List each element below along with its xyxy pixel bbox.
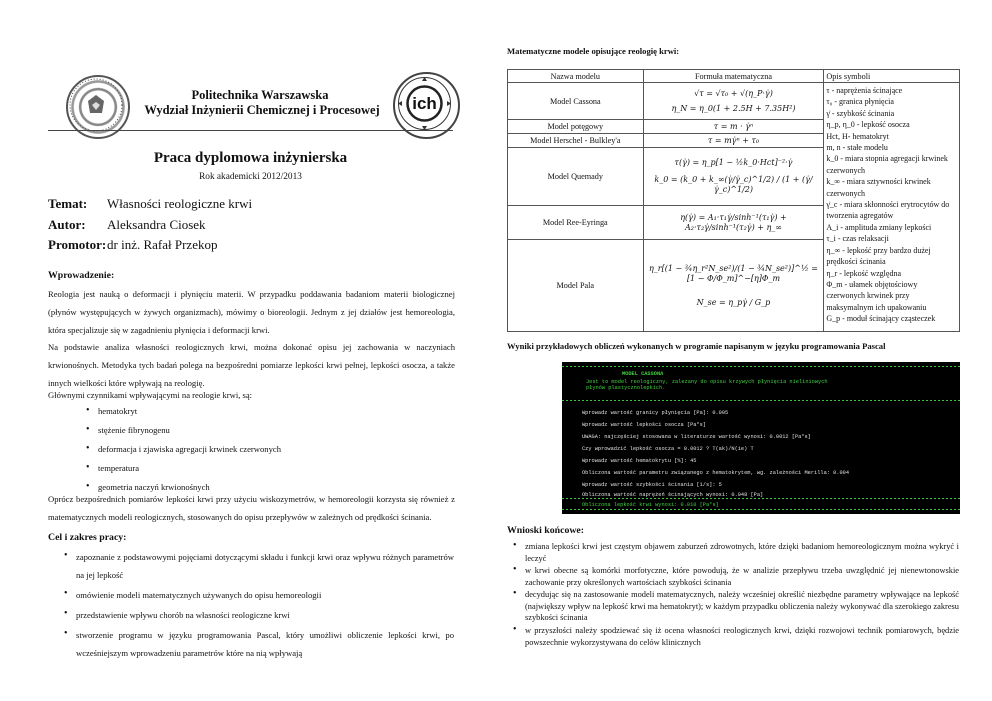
results-title: Wyniki przykładowych obliczeń wykonanych w programie napisanym w języku programowania Pascal — [507, 341, 886, 351]
col-header-formula: Formuła matematyczna — [643, 70, 824, 83]
terminal-divider — [562, 366, 960, 367]
symbol-desc: m, n - stałe modelu — [826, 143, 888, 153]
topic-value: Własności reologiczne krwi — [107, 196, 253, 211]
terminal-line: Wprowadz wartość lepkości osocza [Pa*s] — [582, 422, 706, 428]
terminal-divider — [562, 400, 960, 401]
symbol-desc: k_∞ - miara sztywności krwinek czerwonych — [826, 177, 931, 198]
conclusion-item: • w przyszłości należy spodziewać się iż ocena własności reologicznych krwi, dzięki rozwojowi technik pomiarowych, będzie powszechnie wykorzystywana do celów klinicznych — [507, 625, 959, 649]
col-header-name: Nazwa modelu — [508, 70, 644, 83]
goals-heading: Cel i zakres pracy: — [48, 532, 127, 543]
header-divider — [48, 130, 453, 131]
conclusions-list — [507, 541, 959, 649]
faculty-logo — [393, 72, 460, 139]
symbol-desc: G_p - moduł ścinający cząsteczek — [826, 314, 936, 324]
formula: k_0 = (k_0 + k_∞(γ̇/γ̇_c)^1/2) / (1 + (γ̇/γ̇_c)^1/2) — [654, 175, 813, 194]
goal-item: • przedstawienie wpływu chorób na własności reologiczne krwi — [58, 606, 454, 626]
models-title: Matematyczne modele opisujące reologię krwi: — [507, 46, 680, 56]
formula: √τ = √τ₀ + √(η_P·γ̇) — [694, 88, 773, 98]
symbol-desc: η_∞ - lepkość przy bardzo dużej prędkości ścinania — [826, 245, 931, 267]
model-name: Model Herschel - Bulkley'a — [508, 134, 644, 148]
conclusion-item: • zmiana lepkości krwi jest częstym objawem zaburzeń zdrowotnych, które dzięki badaniom hemoreologicznym można wykryć i leczyć — [507, 541, 959, 565]
factor-item: • temperatura — [80, 463, 450, 482]
author-label: Autor: — [48, 217, 86, 232]
conclusion-item: • w krwi obecne są komórki morfotyczne, które powodują, że w analizie przepływu trzeba uwzględnić jej nienewtonowskie zachowanie przy określonych wartościach szybkości ścinania — [507, 565, 959, 589]
factor-item: • stężenie fibrynogenu — [80, 425, 450, 444]
symbol-desc: η_p, η_0 - lepkość osocza — [826, 120, 910, 130]
factor-item: • deformacja i zjawiska agregacji krwinek czerwonych — [80, 444, 450, 463]
factors-intro: Głównymi czynnikami wpływającymi na reologie krwi, są: — [48, 390, 253, 400]
intro-paragraph-1: Reologia jest nauką o deformacji i płynięciu materii. W przypadku poddawania badaniom materii biologicznej (płynów występujących w żywych organizmach), mówimy o bioreologii. Jednym z jej działów jest hemoreologia, która specjalizuje się w zagadnieniu płynięcia i deformacji krwi. — [48, 289, 455, 335]
supervisor-value: dr inż. Rafał Przekop — [107, 237, 218, 252]
terminal-line: Wprowadz wartość szybkości ścinania [1/s]: 5 — [582, 482, 722, 488]
formula: τ(γ̇) = η_p[1 − ½k_0·Hct]⁻²·γ̇ — [674, 158, 793, 167]
formula: η_r[(1 − ¾η_r²N_se²)/(1 − ¾N_se²)]^½ = [1 − Φ/Φ_m]^−[η]Φ_m — [649, 263, 818, 283]
formula: η_N = η_0(1 + 2.5H + 7.35H²) — [671, 103, 796, 113]
terminal-desc: Jest to model reologiczny, zalezany do opisu krzywych płynięcia nieliniowych — [586, 379, 828, 385]
goal-item: • zapoznanie z podstawowymi pojęciami dotyczącymi składu i funkcji krwi oraz wpływu różnych parametrów na jej lepkość — [58, 548, 454, 586]
formula-cell — [643, 240, 824, 332]
symbol-desc: γ̇ - szybkość ścinania — [826, 108, 895, 118]
faculty-logo-text: ich — [412, 94, 437, 113]
symbol-desc: Hct, H- hematokryt — [826, 131, 889, 141]
author-value: Aleksandra Ciosek — [107, 217, 206, 232]
symbol-desc: γ̇_c - miara skłonności erytrocytów do tworzenia agregatów — [826, 200, 950, 221]
factors-list — [80, 406, 450, 501]
goal-item: • stworzenie programu w języku programowania Pascal, który umożliwi obliczenie lepkości krwi, po wcześniejszym wprowadzeniu parametrów które na nią wpływają — [58, 626, 454, 664]
thesis-type: Praca dyplomowa inżynierska — [153, 150, 348, 166]
model-name: Model Ree-Eyringa — [508, 206, 644, 240]
symbols-cell — [824, 83, 960, 332]
col-header-symbols: Opis symboli — [824, 70, 960, 83]
faculty-name: Wydział Inżynierii Chemicznej i Procesowej — [144, 103, 380, 117]
goals-list — [58, 548, 454, 664]
factor-item: • geometria naczyń krwionośnych — [80, 482, 450, 501]
model-name: Model Pala — [508, 240, 644, 332]
goal-item: • omówienie modeli matematycznych używanych do opisu hemoreologii — [58, 586, 454, 606]
symbol-desc: Φ_m - ułamek objętościowy czerwonych krwinek przy maksymalnym ich upakowaniu — [826, 279, 927, 312]
intro-paragraph-2: Na podstawie analiza własności reologicznych krwi, można dokonać opisu jej zachowania w naczyniach krwionośnych. Metodyka tych badań polega na bezpośredni pomiarze lepkości krwi pełnej, lepkości osocza, a także innych wielkości które wpływają na reologię. — [48, 342, 455, 388]
terminal-line: Wprowadz wartość hematokrytu [%]: 45 — [582, 458, 697, 464]
pascal-terminal-output — [562, 362, 960, 514]
terminal-line: UWAGA: najczęściej stosowana w literaturze wartość wynosi: 0.0012 [Pa*s] — [582, 434, 811, 440]
intro-paragraph-3: Oprócz bezpośrednich pomiarów lepkości krwi przy użyciu wiskozymetrów, w hemoreologii korzysta się również z matematycznych modeli reologicznych, stosowanych do opisu przepływów w zależnych od prędkości ścinania. — [48, 494, 455, 522]
university-name: Politechnika Warszawska — [191, 88, 329, 102]
formula-cell — [643, 83, 824, 120]
formula-cell — [643, 148, 824, 206]
model-name: Model Quemady — [508, 148, 644, 206]
symbol-desc: τ₀ - granica płynięcia — [826, 97, 894, 107]
intro-heading: Wprowadzenie: — [48, 270, 115, 281]
formula: τ = mγ̇ⁿ + τ₀ — [643, 134, 824, 148]
topic-label: Temat: — [48, 196, 88, 211]
conclusions-heading: Wnioski końcowe: — [507, 525, 585, 536]
factor-item: • hematokryt — [80, 406, 450, 425]
supervisor-label: Promotor: — [48, 237, 107, 252]
symbol-desc: η_r - lepkość względna — [826, 268, 901, 278]
models-table — [507, 69, 960, 332]
formula: η(γ̇) = A₁·τ₁γ̇/sinh⁻¹(τ₁γ̇) + A₂·τ₂γ̇/sinh⁻¹(τ₂γ̇) + η_∞ — [643, 206, 824, 240]
terminal-line: Obliczona wartość parametru związanego z hematokrytem, wg. zależności Merilla: 0.004 — [582, 470, 850, 476]
symbol-desc: τ - naprężenia ścinające — [826, 86, 903, 95]
terminal-line: Obliczona wartość naprężeń ścinających wynosi: 0.048 [Pa] — [582, 492, 764, 498]
terminal-desc: płynów plastycznolepkich. — [586, 385, 666, 391]
academic-year: Rok akademicki 2012/2013 — [199, 172, 302, 182]
terminal-line: Czy wprowadzić lepkość osocza = 0.0012 ? T(ak)/N(ie) T — [582, 446, 754, 452]
symbol-desc: k_0 - miara stopnia agregacji krwinek czerwonych — [826, 154, 948, 175]
terminal-line: Wprowadz wartość granicy płynięcia [Pa]: 0.005 — [582, 410, 729, 416]
model-name: Model potęgowy — [508, 120, 644, 134]
terminal-heading: MODEL CASSONA — [622, 371, 664, 377]
formula: N_se = η_pγ̇ / G_p — [696, 297, 771, 307]
symbol-desc: τ_i - czas relaksacji — [826, 234, 889, 244]
symbol-desc: A_i - amplituda zmiany lepkości — [826, 222, 932, 232]
model-name: Model Cassona — [508, 83, 644, 120]
terminal-divider — [562, 498, 960, 499]
terminal-divider — [562, 509, 960, 510]
formula: τ = m · γ̇ⁿ — [643, 120, 824, 134]
terminal-result: Obliczona lepkość krwi wynosi: 0.010 [Pa*s] — [582, 502, 719, 508]
conclusion-item: • decydując się na zastosowanie modeli matematycznych, należy wcześniej określić niezbędne parametry wpływające na lepkość (największy wpływ na lepkość krwi ma hematokryt); w każdym przypadku obliczenia należy wykonywać dla szerokiego zakresu szybkości ścinania — [507, 589, 959, 625]
